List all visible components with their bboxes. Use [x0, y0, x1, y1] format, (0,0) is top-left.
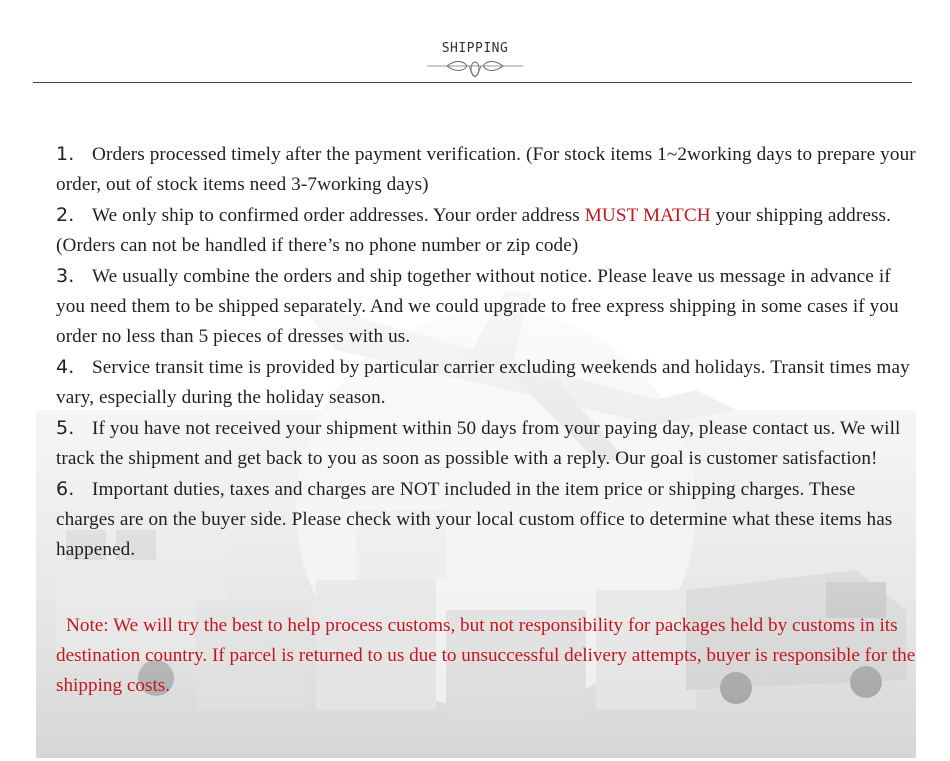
policy-item	[56, 413, 916, 474]
policy-item	[56, 200, 916, 261]
item-text: your shipping address. (Orders can not be handled if there’s no phone number or zip code)	[56, 205, 892, 256]
shipping-policy-list	[56, 139, 916, 565]
note-label: Note:	[66, 615, 109, 636]
item-text: We only ship to confirmed order addresses. Your order address	[92, 205, 585, 226]
flourish-ornament-icon	[425, 57, 525, 79]
item-text: Important duties, taxes and charges are NOT included in the item price or shipping charges. These charges are on the buyer side. Please check with your local custom office to determine what these items has happened.	[56, 479, 893, 560]
item-text: We usually combine the orders and ship together without notice. Please leave us message in advance if you need them to be shipped separately. And we could upgrade to free express shipping in some cases if you order no less than 5 pieces of dresses with us.	[56, 266, 899, 347]
header-divider	[33, 82, 912, 83]
customs-note	[56, 611, 916, 701]
section-header	[0, 0, 950, 84]
note-text: We will try the best to help process customs, but not responsibility for packages held by customs in its destination country. If parcel is returned to us due to unsuccessful delivery attempts, buyer is responsible for the shipping costs.	[56, 615, 916, 696]
item-number: 1.	[56, 143, 75, 165]
item-number: 4.	[56, 356, 75, 378]
item-number: 3.	[56, 265, 75, 287]
item-number: 2.	[56, 204, 75, 226]
policy-item	[56, 352, 916, 413]
policy-item	[56, 139, 916, 200]
section-title: SHIPPING	[441, 41, 509, 56]
item-text: If you have not received your shipment within 50 days from your paying day, please contact us. We will track the shipment and get back to you as soon as possible with a reply. Our goal is customer satisfaction!	[56, 418, 901, 469]
policy-item	[56, 261, 916, 352]
item-text: Orders processed timely after the payment verification. (For stock items 1~2working days to prepare your order, out of stock items need 3-7working days)	[56, 144, 916, 195]
item-text: Service transit time is provided by particular carrier excluding weekends and holidays. Transit times may vary, especially during the holiday season.	[56, 357, 910, 408]
item-number: 5.	[56, 417, 75, 439]
item-number: 6.	[56, 478, 75, 500]
must-match-highlight: MUST MATCH	[584, 205, 711, 226]
policy-item	[56, 474, 916, 565]
